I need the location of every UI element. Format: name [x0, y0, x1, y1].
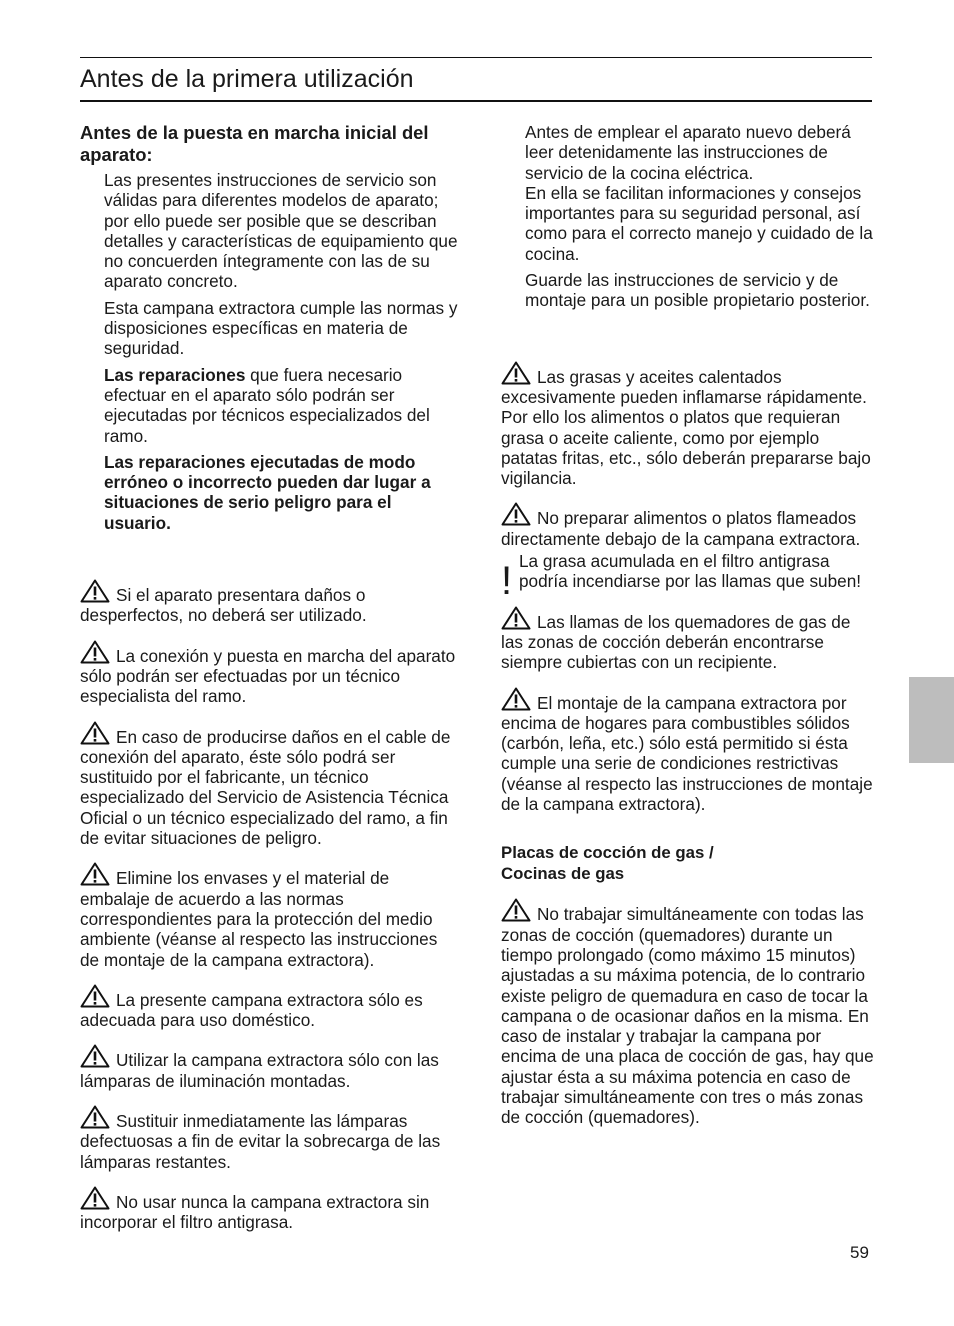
warning-text: Si el aparato presentara daños o desperfectos, no deberá ser utilizado. [80, 585, 367, 626]
warning-triangle-icon [501, 898, 531, 922]
warning-item [501, 898, 877, 1127]
warning-item [80, 1105, 458, 1172]
warning-item [80, 1186, 458, 1233]
gas-subheading-line: Placas de cocción de gas / [501, 843, 714, 863]
warning-triangle-icon [80, 640, 110, 664]
warning-text: No usar nunca la campana extractora sin incorporar el filtro antigrasa. [80, 1191, 430, 1233]
page-number: 59 [850, 1243, 869, 1262]
warning-text: Sustituir inmediatamente las lámparas defectuosas a fin de evitar la sobrecarga de las lámparas restantes. [80, 1110, 441, 1172]
exclamation-mark-icon: ! [501, 559, 513, 604]
repairs-paragraph [80, 365, 458, 446]
warning-item [80, 862, 458, 969]
repairs-warning: Las reparaciones ejecutadas de modo erróneo o incorrecto pueden dar lugar a situaciones de serio peligro para el usuario. [104, 451, 431, 533]
warning-item [501, 502, 877, 549]
warning-triangle-icon [80, 862, 110, 886]
warning-triangle-icon [501, 502, 531, 526]
section-heading: Antes de la puesta en marcha inicial del aparato: [80, 122, 429, 165]
warning-text: La conexión y puesta en marcha del aparato sólo podrán ser efectuadas por un técnico especialista del ramo. [80, 645, 456, 707]
intro-paragraph: En ella se facilitan informaciones y consejos importantes para su seguridad personal, así como para el correcto manejo y cuidado de la cocina. [525, 182, 873, 264]
warning-text: En caso de producirse daños en el cable de conexión del aparato, éste sólo podrá ser sustituido por el fabricante, un técnico especializado del Servicio de Asistencia Técnica Oficial o un técnico especializado del ramo, a fin de evitar situaciones de peligro. [80, 726, 451, 849]
warning-item [501, 606, 877, 673]
attention-note [501, 551, 877, 604]
warning-text: El montaje de la campana extractora por encima de hogares para combustibles sólidos (carbón, leña, etc.) sólo está permitido si ésta cumple una serie de condiciones restrictivas (véanse al respecto las instrucciones de montaje de la campana extractora). [501, 692, 873, 815]
warning-triangle-icon [80, 579, 110, 603]
repairs-rest: que fuera necesario efectuar en el aparato sólo podrán ser ejecutadas por técnicos especializados del ramo. [104, 364, 430, 446]
header-rule-bottom [80, 100, 872, 102]
header-rule-top [80, 57, 872, 58]
warning-item [80, 1044, 458, 1091]
warning-triangle-icon [80, 984, 110, 1008]
warning-triangle-icon [80, 721, 110, 745]
warning-text: Las grasas y aceites calentados excesivamente pueden inflamarse rápidamente. Por ello los alimentos o platos que requieran grasa o aceite caliente, como por ejemplo patatas fritas, etc., sólo deberán prepararse bajo vigilancia. [501, 366, 871, 489]
intro-paragraph: Guarde las instrucciones de servicio y de montaje para un posible propietario posterior. [525, 270, 870, 311]
warning-triangle-icon [501, 361, 531, 385]
warning-triangle-icon [80, 1105, 110, 1129]
warning-item [80, 984, 458, 1031]
section-thumb-tab [909, 677, 954, 763]
warning-item [80, 640, 458, 707]
right-column [501, 122, 877, 1142]
warning-triangle-icon [80, 1044, 110, 1068]
warning-text: Las llamas de los quemadores de gas de las zonas de cocción deberán encontrarse siempre cubiertas con un recipiente. [501, 611, 851, 673]
warning-triangle-icon [80, 1186, 110, 1210]
note-text: La grasa acumulada en el filtro antigrasa podría incendiarse por las llamas que suben! [519, 551, 862, 592]
warning-item [80, 721, 458, 849]
warning-text: No trabajar simultáneamente con todas las zonas de cocción (quemadores) durante un tiempo prolongado (como máximo 15 minutos) ajustadas a su máxima potencia, de lo contrario existe peligro de quemadura en caso de tocar la campana o de ocasionar daños en la misma. En caso de instalar y trabajar la campana por encima de una placa de cocción de gas, hay que ajustar ésta a su máxima potencia en caso de trabajar simultáneamente con tres o más zonas de cocción (quemadores). [501, 904, 874, 1128]
warning-text: Utilizar la campana extractora sólo con las lámparas de iluminación montadas. [80, 1050, 439, 1091]
page-title: Antes de la primera utilización [80, 65, 414, 93]
repairs-bold: Las reparaciones [104, 364, 246, 385]
warning-item [501, 361, 877, 489]
intro-paragraph: Las presentes instrucciones de servicio son válidas para diferentes modelos de aparato; por ello puede ser posible que se describan detalles y características de equipamiento que no concuerden íntegramente con las de su aparato concreto. [104, 170, 458, 292]
warning-triangle-icon [501, 606, 531, 630]
warning-item [501, 687, 877, 815]
gas-subheading [501, 842, 877, 884]
warning-text: Elimine los envases y el material de embalaje de acuerdo a las normas correspondientes para la protección del medio ambiente (véanse al respecto las instrucciones de montaje de la campana extractora). [80, 868, 438, 970]
intro-paragraph: Antes de emplear el aparato nuevo deberá leer detenidamente las instrucciones de servicio de la cocina eléctrica. [525, 122, 851, 183]
intro-paragraph: Esta campana extractora cumple las normas y disposiciones específicas en materia de seguridad. [104, 297, 458, 359]
warning-item [80, 579, 458, 626]
warning-text: No preparar alimentos o platos flameados directamente debajo de la campana extractora. [501, 508, 861, 549]
left-column [80, 122, 458, 1246]
warning-triangle-icon [501, 687, 531, 711]
warning-text: La presente campana extractora sólo es adecuada para uso doméstico. [80, 989, 423, 1031]
gas-subheading-line: Cocinas de gas [501, 864, 625, 884]
